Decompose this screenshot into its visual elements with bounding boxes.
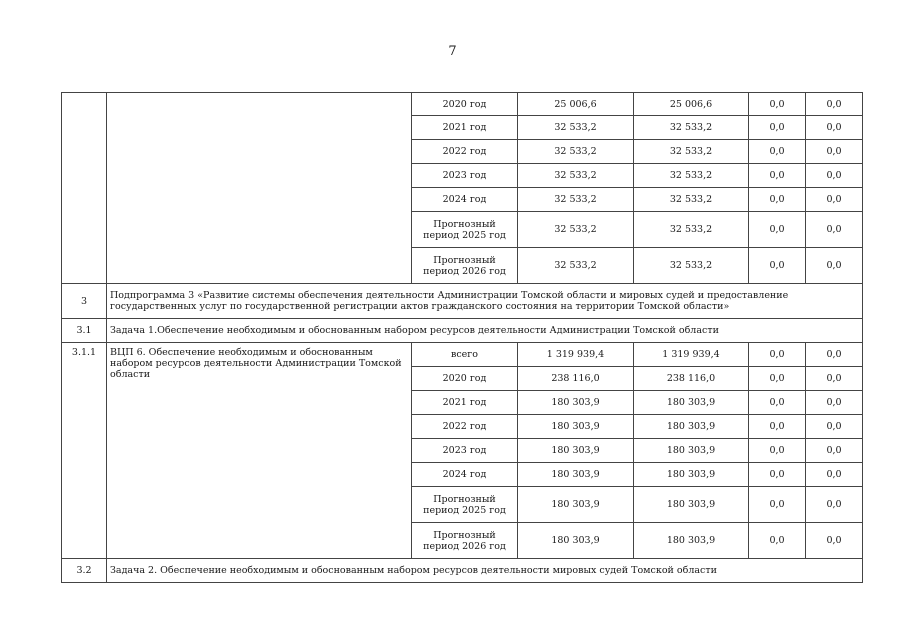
value-cell: 180 303,9 bbox=[634, 463, 749, 487]
value-cell: 32 533,2 bbox=[518, 212, 634, 248]
value-cell: 0,0 bbox=[806, 463, 863, 487]
value-cell: 0,0 bbox=[806, 140, 863, 164]
value-cell: 0,0 bbox=[749, 463, 806, 487]
period-cell: 2021 год bbox=[412, 116, 518, 140]
value-cell: 0,0 bbox=[749, 188, 806, 212]
value-cell: 0,0 bbox=[806, 487, 863, 523]
section-title: Подпрограмма 3 «Развитие системы обеспечения деятельности Администрации Томской области и мировых судей и предоставление государственных услуг по государственной регистрации актов гражданского состояния на территории Томской области» bbox=[107, 284, 863, 319]
period-cell: Прогнозный период 2025 год bbox=[412, 212, 518, 248]
value-cell: 180 303,9 bbox=[518, 439, 634, 463]
value-cell: 0,0 bbox=[806, 343, 863, 367]
value-cell: 0,0 bbox=[749, 116, 806, 140]
value-cell: 180 303,9 bbox=[518, 463, 634, 487]
value-cell: 180 303,9 bbox=[518, 391, 634, 415]
value-cell: 32 533,2 bbox=[634, 164, 749, 188]
value-cell: 1 319 939,4 bbox=[518, 343, 634, 367]
value-cell: 0,0 bbox=[749, 212, 806, 248]
value-cell: 238 116,0 bbox=[518, 367, 634, 391]
number-cell: 3.1.1 bbox=[62, 343, 107, 559]
value-cell: 32 533,2 bbox=[518, 248, 634, 284]
value-cell: 32 533,2 bbox=[518, 164, 634, 188]
value-cell: 0,0 bbox=[806, 391, 863, 415]
value-cell: 0,0 bbox=[806, 164, 863, 188]
value-cell: 0,0 bbox=[749, 164, 806, 188]
period-cell: 2020 год bbox=[412, 93, 518, 116]
value-cell: 32 533,2 bbox=[634, 188, 749, 212]
value-cell: 180 303,9 bbox=[518, 523, 634, 559]
value-cell: 0,0 bbox=[749, 93, 806, 116]
table-row bbox=[62, 343, 863, 367]
value-cell: 0,0 bbox=[806, 367, 863, 391]
value-cell: 1 319 939,4 bbox=[634, 343, 749, 367]
section-row bbox=[62, 319, 863, 343]
value-cell: 32 533,2 bbox=[634, 116, 749, 140]
value-cell: 180 303,9 bbox=[634, 391, 749, 415]
period-cell: всего bbox=[412, 343, 518, 367]
value-cell: 0,0 bbox=[806, 93, 863, 116]
value-cell: 0,0 bbox=[749, 343, 806, 367]
section-row bbox=[62, 559, 863, 583]
value-cell: 32 533,2 bbox=[634, 248, 749, 284]
value-cell: 0,0 bbox=[749, 415, 806, 439]
period-cell: 2022 год bbox=[412, 140, 518, 164]
period-cell: 2024 год bbox=[412, 463, 518, 487]
value-cell: 32 533,2 bbox=[518, 140, 634, 164]
value-cell: 0,0 bbox=[806, 248, 863, 284]
period-cell: Прогнозный период 2026 год bbox=[412, 523, 518, 559]
value-cell: 0,0 bbox=[806, 212, 863, 248]
period-cell: Прогнозный период 2026 год bbox=[412, 248, 518, 284]
page-number: 7 bbox=[448, 44, 457, 59]
value-cell: 0,0 bbox=[806, 116, 863, 140]
value-cell: 0,0 bbox=[749, 439, 806, 463]
value-cell: 0,0 bbox=[806, 188, 863, 212]
table-row bbox=[62, 93, 863, 116]
period-cell: 2021 год bbox=[412, 391, 518, 415]
value-cell: 0,0 bbox=[806, 523, 863, 559]
name-cell: ВЦП 6. Обеспечение необходимым и обоснованным набором ресурсов деятельности Администрации Томской области bbox=[107, 343, 412, 559]
value-cell: 0,0 bbox=[806, 439, 863, 463]
value-cell: 32 533,2 bbox=[518, 116, 634, 140]
value-cell: 180 303,9 bbox=[634, 439, 749, 463]
section-number: 3.2 bbox=[62, 559, 107, 583]
section-row bbox=[62, 284, 863, 319]
value-cell: 180 303,9 bbox=[634, 415, 749, 439]
period-cell: Прогнозный период 2025 год bbox=[412, 487, 518, 523]
section-number: 3.1 bbox=[62, 319, 107, 343]
value-cell: 0,0 bbox=[749, 367, 806, 391]
period-cell: 2020 год bbox=[412, 367, 518, 391]
value-cell: 32 533,2 bbox=[518, 188, 634, 212]
section-number: 3 bbox=[62, 284, 107, 319]
value-cell: 32 533,2 bbox=[634, 212, 749, 248]
value-cell: 0,0 bbox=[749, 523, 806, 559]
value-cell: 0,0 bbox=[749, 248, 806, 284]
period-cell: 2023 год bbox=[412, 439, 518, 463]
period-cell: 2024 год bbox=[412, 188, 518, 212]
value-cell: 0,0 bbox=[749, 391, 806, 415]
value-cell: 238 116,0 bbox=[634, 367, 749, 391]
section-title: Задача 2. Обеспечение необходимым и обоснованным набором ресурсов деятельности мировых судей Томской области bbox=[107, 559, 863, 583]
value-cell: 0,0 bbox=[806, 415, 863, 439]
budget-table bbox=[61, 92, 863, 583]
value-cell: 25 006,6 bbox=[634, 93, 749, 116]
period-cell: 2023 год bbox=[412, 164, 518, 188]
value-cell: 180 303,9 bbox=[518, 487, 634, 523]
name-cell bbox=[107, 93, 412, 284]
value-cell: 180 303,9 bbox=[518, 415, 634, 439]
value-cell: 25 006,6 bbox=[518, 93, 634, 116]
value-cell: 180 303,9 bbox=[634, 523, 749, 559]
value-cell: 0,0 bbox=[749, 140, 806, 164]
value-cell: 0,0 bbox=[749, 487, 806, 523]
section-title: Задача 1.Обеспечение необходимым и обоснованным набором ресурсов деятельности Администрации Томской области bbox=[107, 319, 863, 343]
value-cell: 32 533,2 bbox=[634, 140, 749, 164]
number-cell bbox=[62, 93, 107, 284]
period-cell: 2022 год bbox=[412, 415, 518, 439]
value-cell: 180 303,9 bbox=[634, 487, 749, 523]
